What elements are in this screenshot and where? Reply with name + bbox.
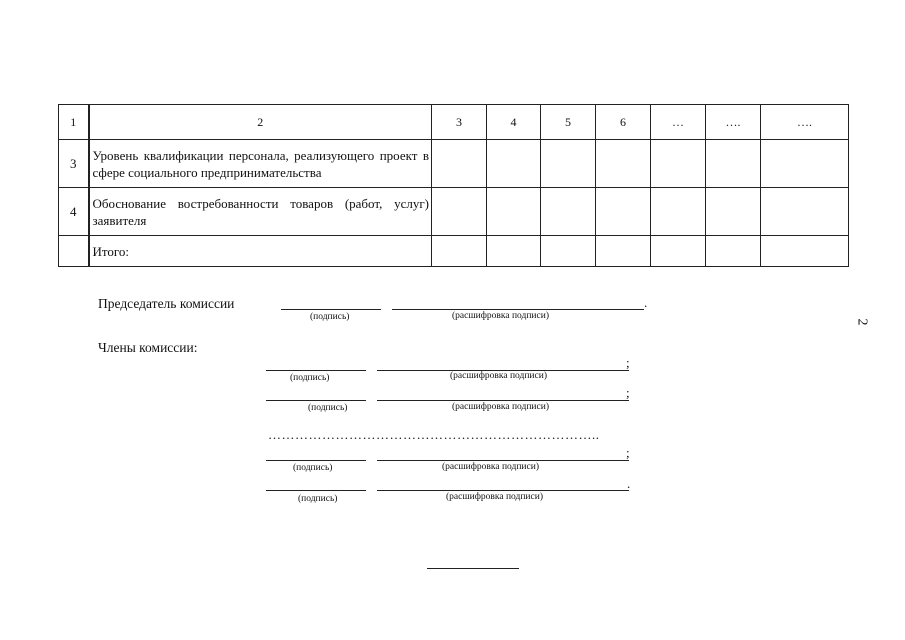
signature-line — [266, 400, 366, 401]
total-label: Итого: — [89, 236, 432, 267]
semicolon-mark: ; — [626, 445, 630, 460]
evaluation-table — [58, 104, 849, 267]
signature-caption: (подпись) — [298, 494, 338, 504]
score-cell — [706, 140, 761, 188]
score-cell — [432, 140, 487, 188]
decoding-line — [377, 490, 629, 491]
signature-caption: (подпись) — [310, 312, 350, 322]
decoding-caption: (расшифровка подписи) — [450, 371, 547, 381]
header-cell: …. — [706, 105, 761, 140]
signature-line — [266, 490, 366, 491]
decoding-line — [377, 460, 629, 461]
score-cell — [596, 236, 651, 267]
criterion-text: Уровень квалификации персонала, реализующего проект в сфере социального предпринимательства — [89, 140, 432, 188]
score-cell — [596, 188, 651, 236]
score-cell — [541, 140, 596, 188]
signature-line — [266, 460, 366, 461]
header-cell: …. — [761, 105, 849, 140]
score-cell — [651, 140, 706, 188]
score-cell — [432, 236, 487, 267]
score-cell — [706, 236, 761, 267]
period-mark: . — [644, 295, 648, 310]
footer-rule — [427, 568, 519, 569]
score-cell — [706, 188, 761, 236]
chairman-label: Председатель комиссии — [98, 296, 235, 311]
signature-caption: (подпись) — [293, 463, 333, 473]
semicolon-mark: ; — [626, 385, 630, 400]
decoding-caption: (расшифровка подписи) — [452, 311, 549, 321]
signature-caption: (подпись) — [290, 373, 330, 383]
score-cell — [761, 140, 849, 188]
semicolon-mark: ; — [626, 355, 630, 370]
header-cell: 1 — [59, 105, 89, 140]
score-cell — [651, 236, 706, 267]
row-number — [59, 236, 89, 267]
score-cell — [596, 140, 651, 188]
table-header-row — [59, 105, 849, 140]
score-cell — [761, 236, 849, 267]
score-cell — [651, 188, 706, 236]
score-cell — [432, 188, 487, 236]
row-number: 4 — [59, 188, 89, 236]
header-cell: 6 — [596, 105, 651, 140]
score-cell — [541, 188, 596, 236]
table-row — [59, 140, 849, 188]
header-cell: 4 — [487, 105, 541, 140]
signature-line — [281, 309, 381, 310]
signature-caption: (подпись) — [308, 403, 348, 413]
members-label: Члены комиссии: — [98, 340, 198, 355]
decoding-line — [377, 400, 629, 401]
table-row — [59, 188, 849, 236]
score-cell — [487, 236, 541, 267]
header-cell: 5 — [541, 105, 596, 140]
header-cell: … — [651, 105, 706, 140]
page-number: 2 — [854, 318, 870, 326]
header-cell: 3 — [432, 105, 487, 140]
criterion-text: Обоснование востребованности товаров (работ, услуг) заявителя — [89, 188, 432, 236]
decoding-caption: (расшифровка подписи) — [452, 402, 549, 412]
row-number: 3 — [59, 140, 89, 188]
period-mark: . — [627, 476, 631, 491]
table-total-row — [59, 236, 849, 267]
decoding-caption: (расшифровка подписи) — [442, 462, 539, 472]
decoding-caption: (расшифровка подписи) — [446, 492, 543, 502]
score-cell — [541, 236, 596, 267]
signature-line — [266, 370, 366, 371]
decoding-line — [392, 309, 644, 310]
continuation-dots: ……………………………………………………………….. — [268, 427, 600, 442]
score-cell — [487, 140, 541, 188]
header-cell: 2 — [89, 105, 432, 140]
score-cell — [761, 188, 849, 236]
score-cell — [487, 188, 541, 236]
